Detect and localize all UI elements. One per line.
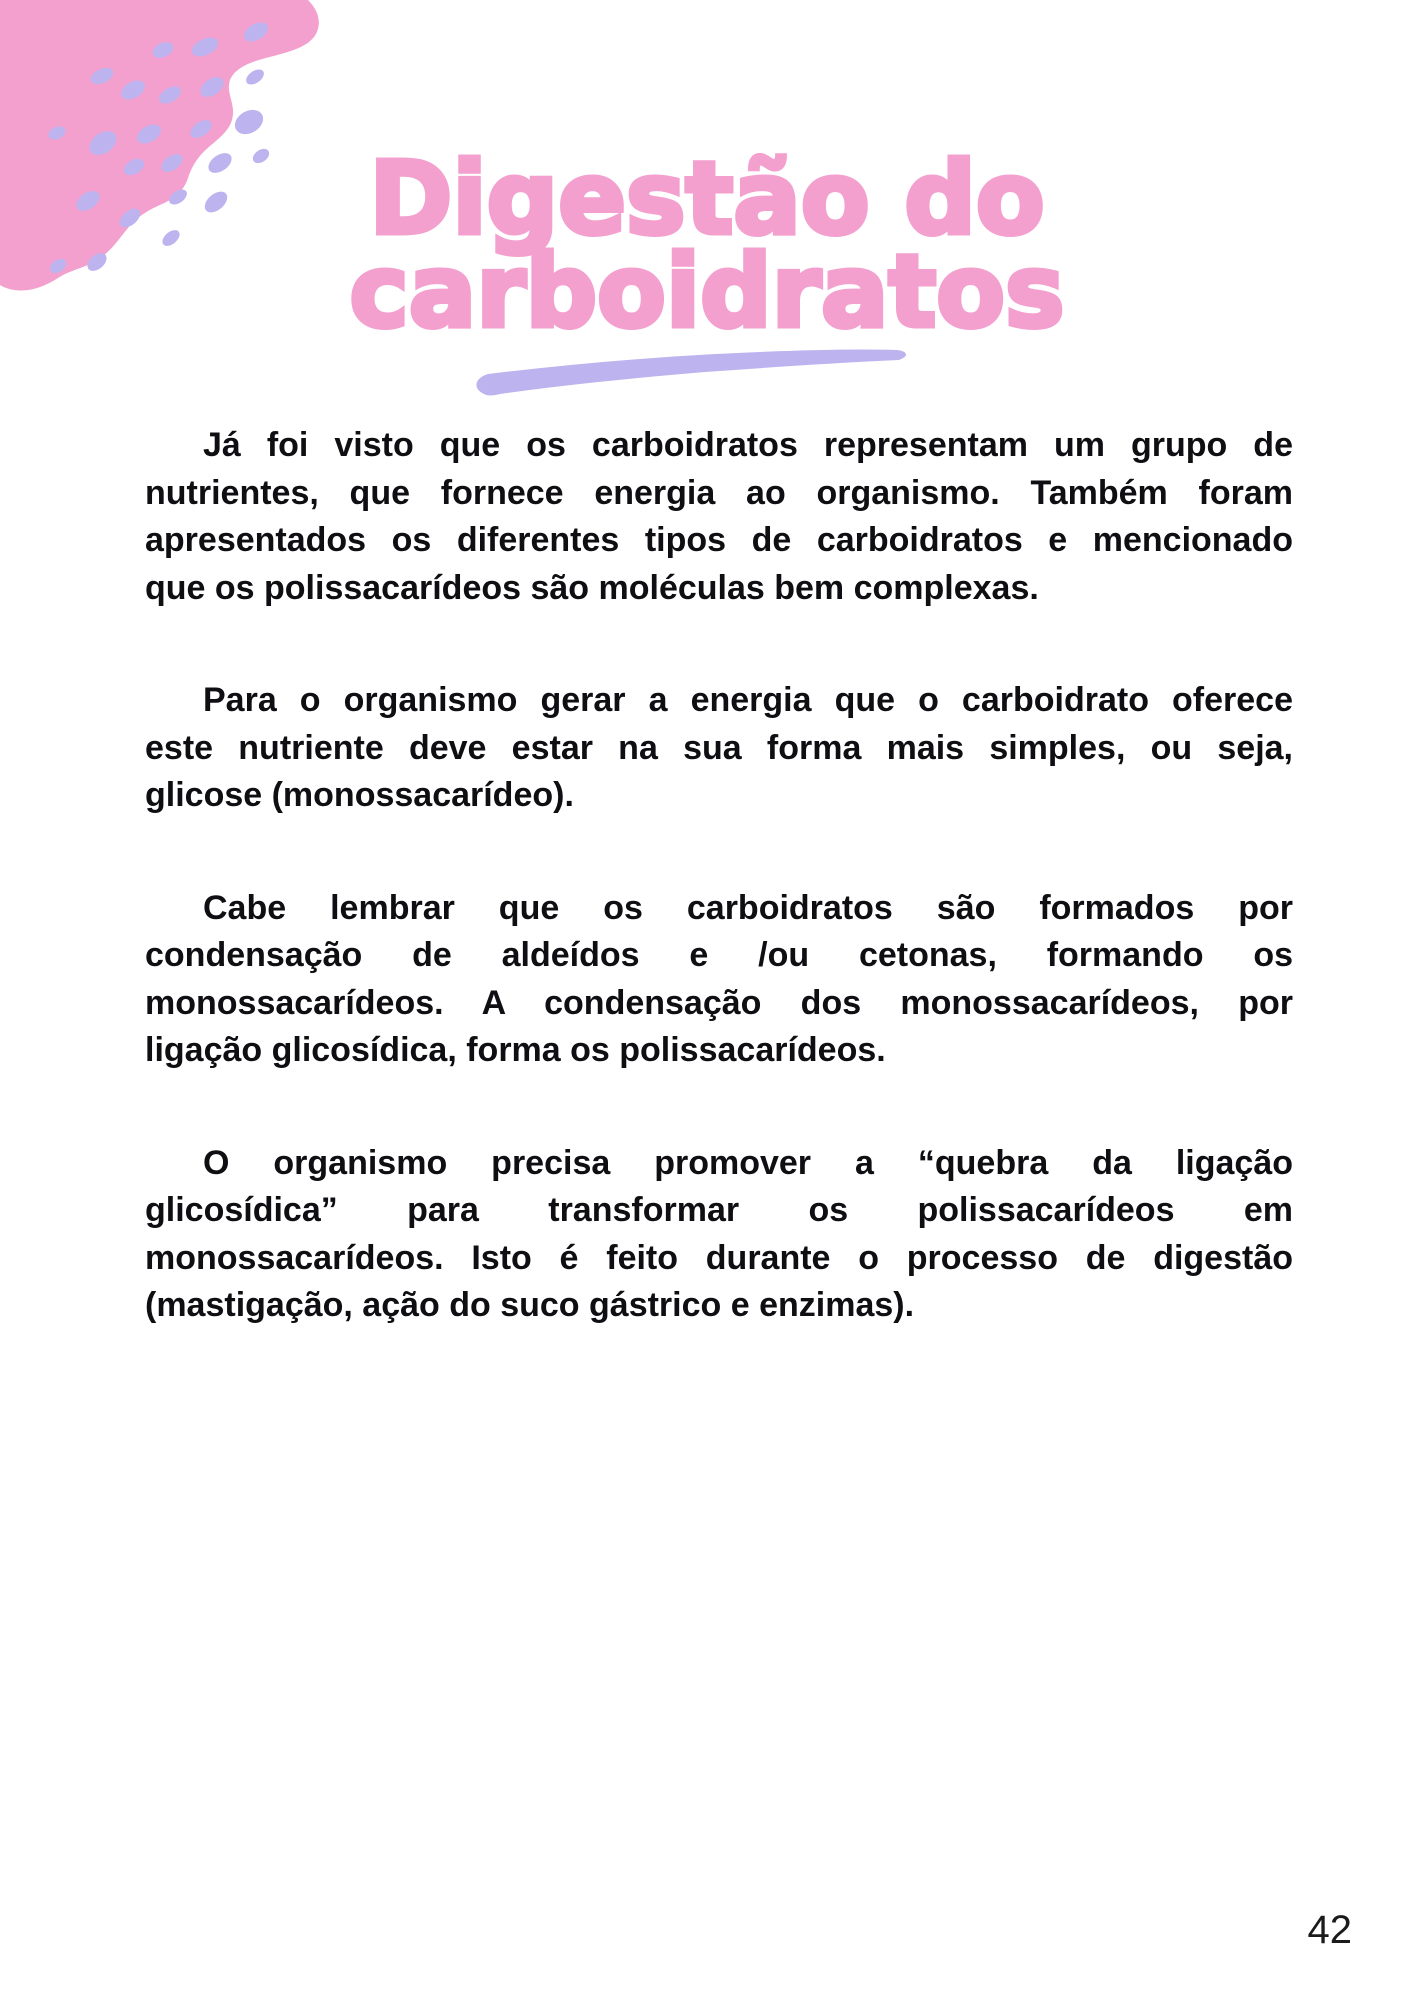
text-line: O organismo precisa promover a “quebra da ligação <box>203 1143 1293 1182</box>
text-line: glicosídica” para transformar os polissacarídeos em <box>145 1191 1293 1229</box>
page-number: 42 <box>1307 1908 1352 1952</box>
text-line: monossacarídeos. Isto é feito durante o processo de digestão <box>145 1238 1293 1277</box>
text-line: glicose (monossacarídeo). <box>145 776 574 814</box>
text-line: apresentados os diferentes tipos de carboidratos e mencionado <box>145 521 1293 559</box>
text-line: (mastigação, ação do suco gástrico e enzimas). <box>145 1286 915 1324</box>
title-line-2: carboidratos <box>349 233 1065 350</box>
body-text <box>145 422 1293 1330</box>
title-underline-brush-icon <box>455 340 925 400</box>
paragraph-3 <box>145 885 1293 1075</box>
paragraph-1 <box>145 422 1293 612</box>
text-line: condensação de aldeídos e /ou cetonas, formando os <box>145 936 1293 974</box>
text-line: ligação glicosídica, forma os polissacarídeos. <box>145 1031 886 1069</box>
text-line: este nutriente deve estar na sua forma mais simples, ou seja, <box>145 728 1293 767</box>
title-line-1: Digestão do <box>369 140 1045 257</box>
text-line: Para o organismo gerar a energia que o carboidrato oferece <box>203 681 1293 719</box>
text-line: nutrientes, que fornece energia ao organismo. Também foram <box>145 473 1293 512</box>
page-title <box>0 140 1414 350</box>
text-line: Já foi visto que os carboidratos representam um grupo de <box>203 426 1293 464</box>
paragraph-4 <box>145 1140 1293 1330</box>
text-line: que os polissacarídeos são moléculas bem complexas. <box>145 568 1039 607</box>
text-line: monossacarídeos. A condensação dos monossacarídeos, por <box>145 983 1293 1022</box>
text-line: Cabe lembrar que os carboidratos são formados por <box>203 888 1293 927</box>
paragraph-2 <box>145 677 1293 820</box>
